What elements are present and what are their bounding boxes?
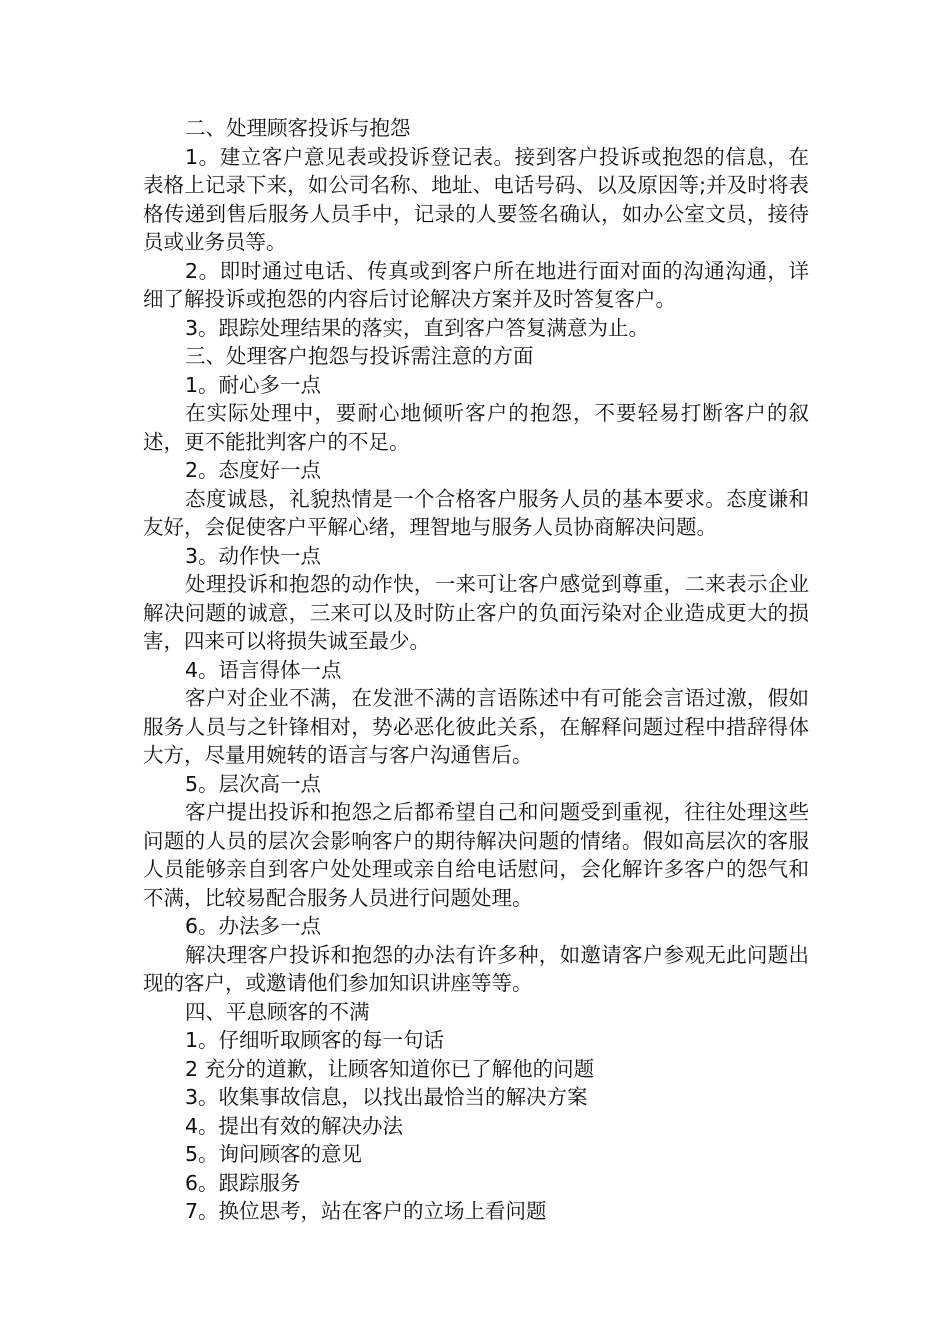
- section-heading: 四、平息顾客的不满: [185, 999, 370, 1024]
- paragraph: 态度诚恳，礼貌热情是一个合格客户服务人员的基本要求。态度谦和友好，会促使客户平解心绪，理智地与服务人员协商解决问题。: [143, 486, 809, 539]
- subheading: 1。耐心多一点: [185, 372, 322, 397]
- paragraph: 解决理客户投诉和抱怨的办法有许多种，如邀请客户参观无此问题出现的客户，或邀请他们参加知识讲座等等。: [143, 942, 809, 995]
- subheading: 6。办法多一点: [185, 914, 322, 938]
- section-heading: 二、处理顾客投诉与抱怨: [185, 116, 411, 140]
- paragraph: 在实际处理中，要耐心地倾听客户的抱怨，不要轻易打断客户的叙述，更不能批判客户的不足。: [143, 401, 809, 454]
- document-body: [143, 114, 809, 1226]
- paragraph: 客户对企业不满，在发泄不满的言语陈述中有可能会言语过激，假如服务人员与之针锋相对，势必恶化彼此关系，在解释问题过程中措辞得体大方，尽量用婉转的语言与客户沟通售后。: [143, 686, 809, 767]
- subheading: 5。层次高一点: [185, 771, 322, 796]
- list-item: 2 充分的道歉，让顾客知道你已了解他的问题: [185, 1056, 595, 1081]
- subheading: 3。动作快一点: [185, 543, 322, 568]
- list-item: 6。跟踪服务: [185, 1170, 301, 1195]
- list-item: 5。询问顾客的意见: [185, 1142, 363, 1166]
- list-item: 7。换位思考，站在客户的立场上看问题: [185, 1199, 547, 1223]
- paragraph: 客户提出投诉和抱怨之后都希望自己和问题受到重视，往往处理这些问题的人员的层次会影响客户的期待解决问题的情绪。假如高层次的客服人员能够亲自到客户处处理或亲自给电话慰问，会化解许多客户的怨气和不满，比较易配合服务人员进行问题处理。: [143, 800, 809, 910]
- subheading: 4。语言得体一点: [185, 657, 342, 682]
- subheading: 2。态度好一点: [185, 458, 322, 482]
- list-item: 4。提出有效的解决办法: [185, 1113, 404, 1138]
- list-item: 3。收集事故信息，以找出最恰当的解决方案: [185, 1085, 588, 1109]
- paragraph: 3。跟踪处理结果的落实，直到客户答复满意为止。: [185, 315, 650, 340]
- list-item: 1。仔细听取顾客的每一句话: [185, 1028, 445, 1052]
- paragraph: 处理投诉和抱怨的动作快，一来可让客户感觉到尊重，二来表示企业解决问题的诚意，三来可以及时防止客户的负面污染对企业造成更大的损害，四来可以将损失诚至最少。: [143, 572, 809, 653]
- section-heading: 三、处理客户抱怨与投诉需注意的方面: [185, 344, 534, 368]
- paragraph: 1。建立客户意见表或投诉登记表。接到客户投诉或抱怨的信息，在表格上记录下来，如公司名称、地址、电话号码、以及原因等;并及时将表格传递到售后服务人员手中，记录的人要签名确认，如办公室文员，接待员或业务员等。: [143, 144, 809, 254]
- paragraph: 2。即时通过电话、传真或到客户所在地进行面对面的沟通沟通，详细了解投诉或抱怨的内容后讨论解决方案并及时答复客户。: [143, 258, 809, 311]
